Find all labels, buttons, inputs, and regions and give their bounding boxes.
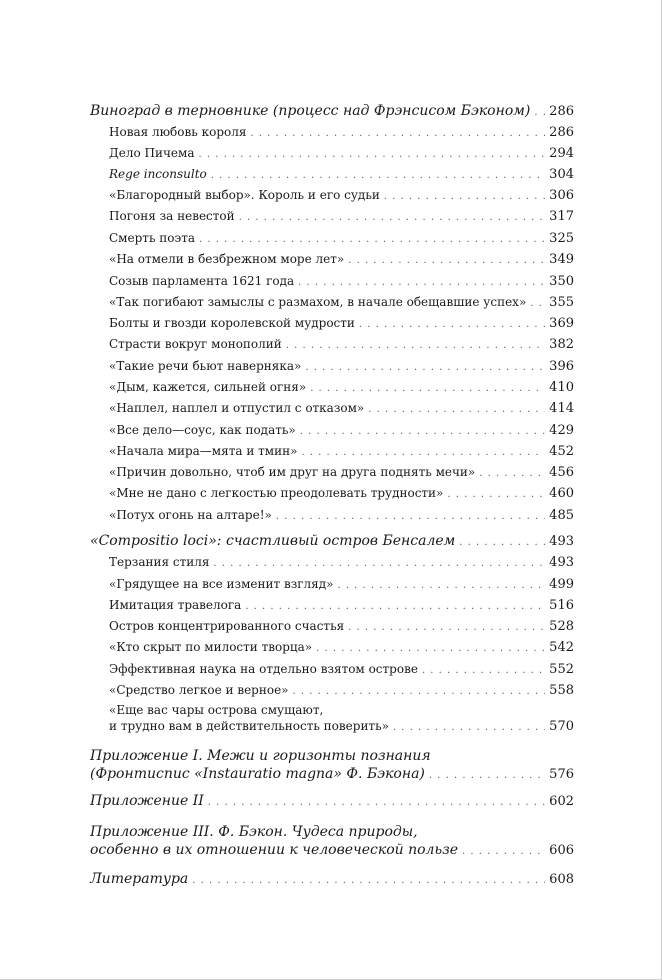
toc-section-entry <box>90 532 574 552</box>
toc-chapter-entry <box>109 314 574 334</box>
toc-page-number: 606 <box>549 843 574 858</box>
toc-page-number: 317 <box>549 209 574 224</box>
dot-leader <box>348 252 545 270</box>
toc-chapter-entry <box>109 421 574 441</box>
toc-page-number: 369 <box>549 316 574 331</box>
toc-chapter-entry <box>109 250 574 270</box>
toc-chapter-entry <box>109 207 574 227</box>
toc-chapter-entry <box>109 506 574 526</box>
dot-leader <box>316 640 545 658</box>
toc-chapter-entry <box>109 399 574 419</box>
toc-section-entry <box>90 102 574 122</box>
dot-leader <box>384 188 545 206</box>
toc-entry-title: «На отмели в безбрежном море лет» <box>109 252 345 266</box>
dot-leader <box>293 683 546 701</box>
toc-page-number: 306 <box>549 188 574 203</box>
toc-entry-title: «Благородный выбор». Король и его судьи <box>109 188 380 202</box>
toc-chapter-entry <box>109 293 574 313</box>
toc-page-number: 485 <box>549 508 574 523</box>
toc-page-number: 349 <box>549 252 574 267</box>
toc-entry-title: «Compositio loci»: счастливый остров Бенсалем <box>90 533 456 549</box>
toc-section-entry <box>90 870 574 890</box>
toc-page-number: 558 <box>549 683 574 698</box>
toc-entry-title: Новая любовь короля <box>109 125 247 139</box>
toc-entry-title: Имитация травелога <box>109 598 242 612</box>
dot-leader <box>208 794 545 812</box>
toc-chapter-entry <box>109 703 574 737</box>
dot-leader <box>300 423 545 441</box>
toc-section-entry <box>90 792 574 812</box>
toc-chapter-entry <box>109 335 574 355</box>
toc-entry-title: «Кто скрыт по милости творца» <box>109 640 313 654</box>
toc-page-number: 410 <box>549 380 574 395</box>
dot-leader <box>429 767 545 785</box>
dot-leader <box>199 146 546 164</box>
toc-entry-title: Смерть поэта <box>109 231 196 245</box>
toc-entry-title: «Наплел, наплел и отпустил с отказом» <box>109 401 365 415</box>
dot-leader <box>348 619 545 637</box>
toc-chapter-entry <box>109 463 574 483</box>
toc-entry-title: «Все дело—соус, как подать» <box>109 423 296 437</box>
toc-entry-title: Терзания стиля <box>109 555 210 569</box>
toc-page-number: 608 <box>549 872 574 887</box>
toc-entry-title: и трудно вам в действительность поверить» <box>109 719 389 733</box>
dot-leader <box>245 598 545 616</box>
toc-page-number: 542 <box>549 640 574 655</box>
toc-entry-title: «Начала мира—мята и тмин» <box>109 444 298 458</box>
toc-entry-title: «Такие речи бьют наверняка» <box>109 359 302 373</box>
toc-entry-title: «Средство легкое и верное» <box>109 683 289 697</box>
toc-page-number: 414 <box>549 401 574 416</box>
toc-chapter-entry <box>109 144 574 164</box>
dot-leader <box>250 125 545 143</box>
toc-entry-title-line1: «Еще вас чары острова смущают, <box>109 703 324 717</box>
toc-entry-title: Rege inconsulto <box>109 167 207 181</box>
dot-leader <box>530 295 545 313</box>
toc-page-number: 304 <box>549 167 574 182</box>
toc-chapter-entry <box>109 378 574 398</box>
toc-entry-title: Остров концентрированного счастья <box>109 619 345 633</box>
dot-leader <box>447 486 545 504</box>
toc-entry-title: «Мне не дано с легкостью преодолевать трудности» <box>109 486 444 500</box>
toc-page-number: 355 <box>549 295 574 310</box>
toc-chapter-entry <box>109 186 574 206</box>
toc-page-number: 493 <box>549 555 574 570</box>
dot-leader <box>393 719 545 737</box>
toc-page-number: 456 <box>549 465 574 480</box>
toc-page-number: 325 <box>549 231 574 246</box>
toc-chapter-entry <box>109 596 574 616</box>
toc-entry-title: «Потух огонь на алтаре!» <box>109 508 272 522</box>
toc-page-number: 493 <box>549 534 574 549</box>
toc-chapter-entry <box>109 357 574 377</box>
dot-leader <box>337 577 545 595</box>
toc-chapter-entry <box>109 638 574 658</box>
toc-page-number: 350 <box>549 274 574 289</box>
toc-chapter-entry <box>109 617 574 637</box>
toc-entry-title: Погоня за невестой <box>109 209 235 223</box>
toc-section-entry <box>90 748 574 785</box>
toc-entry-title-line1: Приложение I. Межи и горизонты познания <box>90 748 431 764</box>
toc-page-number: 294 <box>549 146 574 161</box>
toc-chapter-entry <box>109 165 574 185</box>
toc-entry-title: Литература <box>90 871 189 887</box>
toc-entry-title: Дело Пичема <box>109 146 195 160</box>
dot-leader <box>192 872 545 890</box>
toc-entry-title: Страсти вокруг монополий <box>109 337 282 351</box>
toc-chapter-entry <box>109 442 574 462</box>
dot-leader <box>422 662 545 680</box>
dot-leader <box>368 401 545 419</box>
toc-entry-title: (Фронтиспис «Instauratio magna» Ф. Бэкона) <box>90 766 425 782</box>
toc-entry-title: «Грядущее на все изменит взгляд» <box>109 577 334 591</box>
toc-entry-title: «Так погибают замыслы с размахом, в начале обещавшие успех» <box>109 295 527 309</box>
toc-entry-title: Созыв парламента 1621 года <box>109 274 295 288</box>
toc-chapter-entry <box>109 123 574 143</box>
dot-leader <box>459 534 545 552</box>
toc-page-number: 286 <box>549 125 574 140</box>
toc-entry-title: Эффективная наука на отдельно взятом острове <box>109 662 418 676</box>
toc-section-entry <box>90 824 574 861</box>
dot-leader <box>310 380 545 398</box>
dot-leader <box>305 359 545 377</box>
toc-entry-title: Болты и гвозди королевской мудрости <box>109 316 355 330</box>
toc-page-number: 452 <box>549 444 574 459</box>
toc-page-number: 602 <box>549 794 574 809</box>
dot-leader <box>359 316 545 334</box>
toc-page-number: 576 <box>549 767 574 782</box>
toc-page-number: 460 <box>549 486 574 501</box>
toc-page-number: 429 <box>549 423 574 438</box>
toc-chapter-entry <box>109 272 574 292</box>
dot-leader <box>239 209 546 227</box>
toc-page-number: 382 <box>549 337 574 352</box>
toc-chapter-entry <box>109 484 574 504</box>
toc-entry-title: Приложение II <box>90 793 204 809</box>
toc-page-number: 552 <box>549 662 574 677</box>
toc-chapter-entry <box>109 575 574 595</box>
dot-leader <box>276 508 545 526</box>
dot-leader <box>462 843 545 861</box>
toc-chapter-entry <box>109 229 574 249</box>
toc-entry-title: «Причин довольно, чтоб им друг на друга поднять мечи» <box>109 465 476 479</box>
dot-leader <box>213 555 545 573</box>
toc-entry-title: «Дым, кажется, сильней огня» <box>109 380 307 394</box>
toc-chapter-entry <box>109 660 574 680</box>
toc-entry-title: Виноград в терновнике (процесс над Фрэнсисом Бэконом) <box>90 103 531 119</box>
toc-page-number: 570 <box>549 719 574 734</box>
dot-leader <box>534 104 545 122</box>
toc-page-number: 286 <box>549 104 574 119</box>
dot-leader <box>301 444 545 462</box>
dot-leader <box>298 274 545 292</box>
toc-chapter-entry <box>109 553 574 573</box>
dot-leader <box>286 337 545 355</box>
toc-page-number: 499 <box>549 577 574 592</box>
toc-entry-title-line1: Приложение III. Ф. Бэкон. Чудеса природы, <box>90 824 418 840</box>
dot-leader <box>211 167 545 185</box>
toc-page-number: 516 <box>549 598 574 613</box>
toc-page-number: 396 <box>549 359 574 374</box>
dot-leader <box>199 231 545 249</box>
toc-page-number: 528 <box>549 619 574 634</box>
toc-chapter-entry <box>109 681 574 701</box>
toc-entry-title: особенно в их отношении к человеческой пользе <box>90 842 458 858</box>
dot-leader <box>479 465 545 483</box>
